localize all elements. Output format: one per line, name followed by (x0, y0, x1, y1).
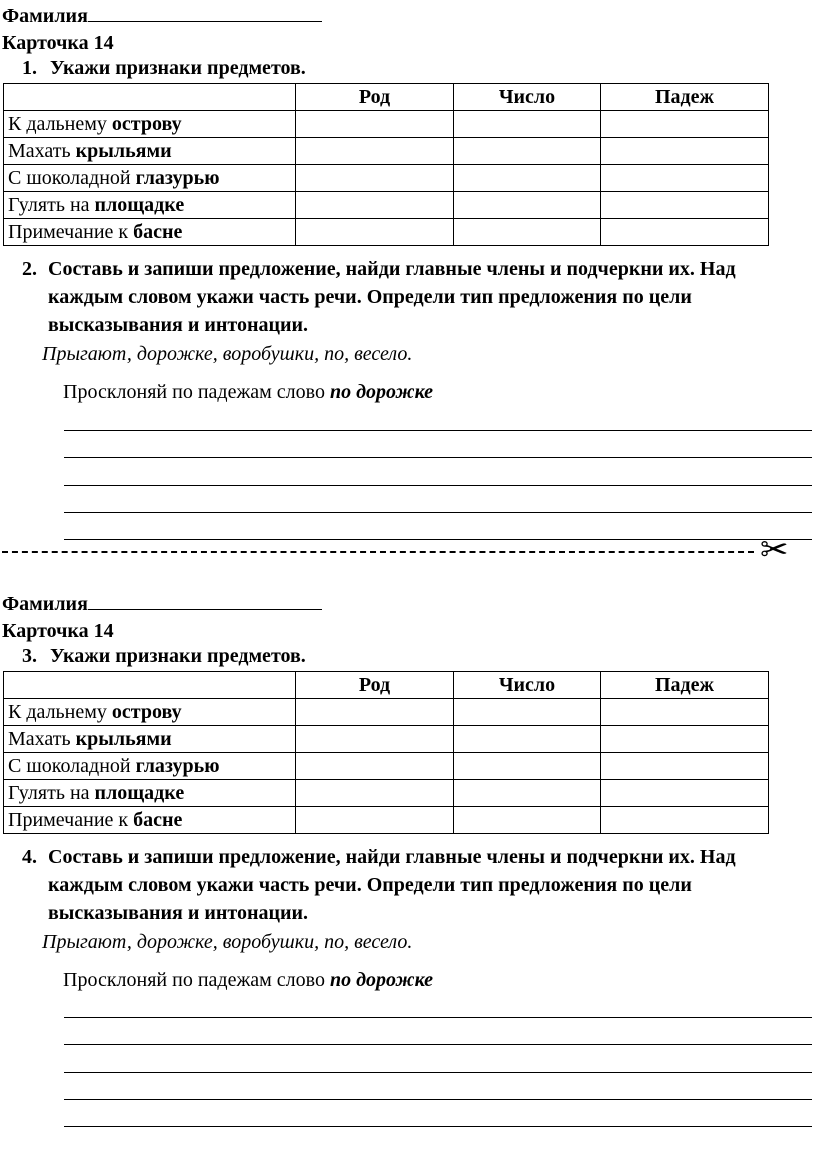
task-number: 1. (22, 57, 37, 79)
task-number: 2. (22, 258, 37, 280)
writing-line[interactable] (64, 1126, 812, 1127)
answer-cell-case[interactable] (601, 780, 769, 807)
phrase-cell (4, 753, 296, 780)
phrase-prefix: К дальнему (8, 112, 112, 135)
surname-field (2, 592, 322, 616)
answer-cell-gender[interactable] (296, 192, 454, 219)
phrase-prefix: Гулять на (8, 781, 95, 804)
phrase-noun: крыльями (75, 727, 172, 750)
task-text: Составь и запиши предложение, найди главные члены и подчеркни их. Над каждым словом укажи часть речи. Определи тип предложения по цели высказывания и интонации. (48, 846, 736, 924)
phrase-noun: площадке (94, 781, 185, 804)
phrase-cell (4, 219, 296, 246)
phrase-prefix: К дальнему (8, 700, 112, 723)
phrase-prefix: С шоколадной (8, 754, 136, 777)
task-2-heading (22, 843, 812, 927)
phrase-cell (4, 165, 296, 192)
phrase-noun: площадке (94, 193, 185, 216)
table-header-row (4, 672, 769, 699)
phrase-noun: острову (111, 700, 182, 723)
table-header-gender: Род (296, 672, 454, 699)
decline-instruction (63, 381, 433, 404)
writing-line[interactable] (64, 430, 812, 431)
phrase-noun: басне (133, 220, 183, 243)
answer-cell-case[interactable] (601, 699, 769, 726)
answer-cell-case[interactable] (601, 111, 769, 138)
writing-line[interactable] (64, 1072, 812, 1073)
answer-cell-case[interactable] (601, 753, 769, 780)
card-title: Карточка 14 (2, 620, 114, 642)
answer-cell-number[interactable] (454, 726, 601, 753)
answer-cell-gender[interactable] (296, 165, 454, 192)
answer-cell-case[interactable] (601, 219, 769, 246)
phrase-noun: крыльями (75, 139, 172, 162)
decline-prefix: Просклоняй по падежам слово (63, 969, 330, 991)
task-number: 3. (22, 645, 37, 667)
table-row (4, 138, 769, 165)
answer-cell-case[interactable] (601, 726, 769, 753)
answer-cell-number[interactable] (454, 753, 601, 780)
table-row (4, 192, 769, 219)
phrase-noun: острову (111, 112, 182, 135)
writing-line[interactable] (64, 485, 812, 486)
answer-cell-gender[interactable] (296, 780, 454, 807)
scrambled-words: Прыгают, дорожке, воробушки, по, весело. (42, 343, 413, 365)
phrase-cell (4, 699, 296, 726)
writing-line[interactable] (64, 539, 812, 540)
writing-line[interactable] (64, 457, 812, 458)
answer-cell-gender[interactable] (296, 726, 454, 753)
answer-cell-number[interactable] (454, 192, 601, 219)
task-1-heading (22, 57, 306, 80)
phrase-prefix: Примечание к (8, 220, 134, 243)
table-row (4, 726, 769, 753)
phrase-noun: глазурью (135, 754, 220, 777)
decline-word: по дорожке (329, 381, 433, 403)
writing-line[interactable] (64, 1044, 812, 1045)
phrase-prefix: Гулять на (8, 193, 95, 216)
answer-cell-case[interactable] (601, 192, 769, 219)
writing-line[interactable] (64, 1099, 812, 1100)
phrase-noun: глазурью (135, 166, 220, 189)
answer-cell-gender[interactable] (296, 111, 454, 138)
answer-cell-gender[interactable] (296, 699, 454, 726)
task-text: Составь и запиши предложение, найди главные члены и подчеркни их. Над каждым словом укажи часть речи. Определи тип предложения по цели высказывания и интонации. (48, 258, 736, 336)
surname-blank-line[interactable] (88, 4, 322, 22)
table-header-case: Падеж (601, 672, 769, 699)
phrase-cell (4, 138, 296, 165)
phrase-noun: басне (133, 808, 183, 831)
writing-line[interactable] (64, 512, 812, 513)
table-row (4, 753, 769, 780)
cut-line (2, 551, 754, 553)
answer-cell-gender[interactable] (296, 753, 454, 780)
surname-label: Фамилия (2, 5, 88, 27)
decline-instruction (63, 969, 433, 992)
table-header-number: Число (454, 84, 601, 111)
task-number: 4. (22, 846, 37, 868)
decline-word: по дорожке (329, 969, 433, 991)
table-header-cell (4, 84, 296, 111)
answer-cell-number[interactable] (454, 138, 601, 165)
phrase-cell (4, 111, 296, 138)
answer-cell-gender[interactable] (296, 219, 454, 246)
phrase-prefix: Махать (8, 727, 76, 750)
answer-cell-number[interactable] (454, 111, 601, 138)
writing-line[interactable] (64, 1017, 812, 1018)
table-header-cell (4, 672, 296, 699)
properties-table (3, 83, 769, 246)
answer-cell-case[interactable] (601, 165, 769, 192)
scrambled-words: Прыгают, дорожке, воробушки, по, весело. (42, 931, 413, 953)
surname-field (2, 4, 322, 28)
scissors-icon: ✂ (760, 530, 789, 570)
answer-cell-number[interactable] (454, 807, 601, 834)
answer-cell-number[interactable] (454, 780, 601, 807)
answer-cell-gender[interactable] (296, 138, 454, 165)
table-row (4, 111, 769, 138)
task-1-heading (22, 645, 306, 668)
phrase-cell (4, 807, 296, 834)
table-header-gender: Род (296, 84, 454, 111)
table-row (4, 807, 769, 834)
surname-blank-line[interactable] (88, 592, 322, 610)
phrase-prefix: С шоколадной (8, 166, 136, 189)
task-text: Укажи признаки предметов. (50, 645, 306, 667)
table-header-number: Число (454, 672, 601, 699)
task-2-heading (22, 255, 812, 339)
table-row (4, 165, 769, 192)
task-text: Укажи признаки предметов. (50, 57, 306, 79)
phrase-cell (4, 192, 296, 219)
phrase-cell (4, 726, 296, 753)
answer-cell-case[interactable] (601, 138, 769, 165)
surname-label: Фамилия (2, 593, 88, 615)
answer-cell-case[interactable] (601, 807, 769, 834)
properties-table (3, 671, 769, 834)
table-row (4, 780, 769, 807)
card-title: Карточка 14 (2, 32, 114, 54)
table-row (4, 699, 769, 726)
table-row (4, 219, 769, 246)
phrase-cell (4, 780, 296, 807)
answer-cell-number[interactable] (454, 219, 601, 246)
decline-prefix: Просклоняй по падежам слово (63, 381, 330, 403)
answer-cell-gender[interactable] (296, 807, 454, 834)
answer-cell-number[interactable] (454, 699, 601, 726)
phrase-prefix: Махать (8, 139, 76, 162)
phrase-prefix: Примечание к (8, 808, 134, 831)
answer-cell-number[interactable] (454, 165, 601, 192)
table-header-case: Падеж (601, 84, 769, 111)
table-header-row (4, 84, 769, 111)
